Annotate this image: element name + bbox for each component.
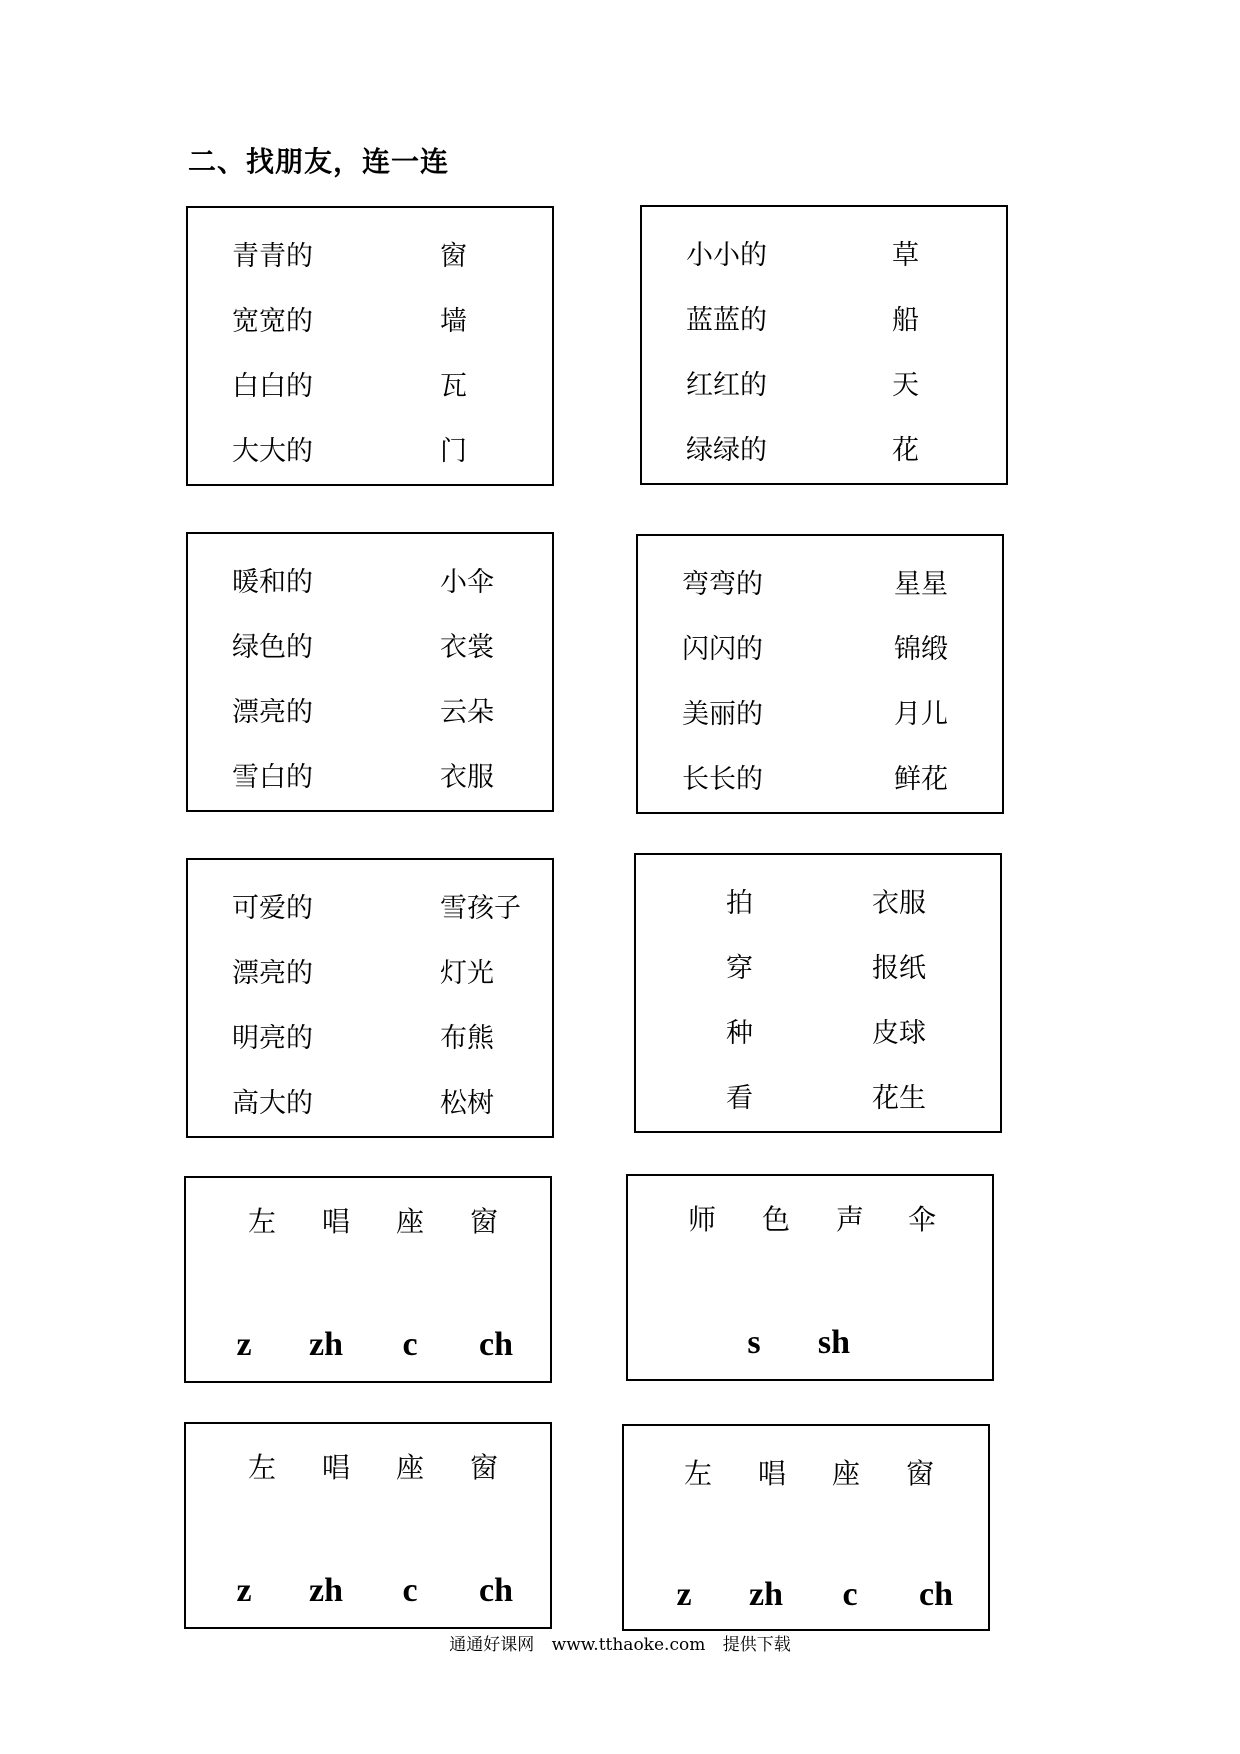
right-word[interactable]: 雪孩子	[440, 893, 521, 924]
left-word[interactable]: 弯弯的	[682, 569, 763, 600]
pinyin-initial[interactable]: z	[236, 1326, 252, 1363]
right-word[interactable]: 布熊	[440, 1023, 494, 1054]
match-box-6	[634, 853, 1002, 1133]
left-word[interactable]: 长长的	[682, 764, 763, 795]
right-word[interactable]: 云朵	[440, 697, 494, 728]
footer-note: 提供下载	[722, 1635, 791, 1655]
right-word[interactable]: 瓦	[440, 371, 467, 402]
hanzi-char[interactable]: 左	[247, 1205, 276, 1238]
right-word[interactable]: 星星	[894, 569, 948, 600]
left-word[interactable]: 青青的	[232, 241, 313, 272]
pinyin-initial[interactable]: ch	[479, 1326, 513, 1363]
left-word[interactable]: 可爱的	[232, 893, 313, 924]
hanzi-char[interactable]: 伞	[907, 1203, 936, 1236]
right-word[interactable]: 锦缎	[894, 634, 948, 665]
right-word[interactable]: 报纸	[872, 953, 926, 984]
right-word[interactable]: 草	[892, 240, 919, 271]
right-word[interactable]: 衣服	[440, 762, 494, 793]
hanzi-char[interactable]: 左	[247, 1451, 276, 1484]
right-word[interactable]: 松树	[440, 1088, 494, 1119]
pinyin-initial[interactable]: zh	[749, 1576, 783, 1613]
right-word[interactable]: 小伞	[440, 567, 494, 598]
left-word[interactable]: 漂亮的	[232, 958, 313, 989]
left-word[interactable]: 明亮的	[232, 1023, 313, 1054]
match-box-2	[640, 205, 1008, 485]
right-word[interactable]: 天	[892, 370, 919, 401]
left-word[interactable]: 大大的	[232, 436, 313, 467]
hanzi-char[interactable]: 唱	[757, 1457, 786, 1490]
left-word[interactable]: 看	[726, 1083, 753, 1114]
hanzi-char[interactable]: 座	[831, 1457, 860, 1490]
hanzi-char[interactable]: 左	[683, 1457, 712, 1490]
pinyin-initial[interactable]: z	[676, 1576, 692, 1613]
left-word[interactable]: 宽宽的	[232, 306, 313, 337]
left-word[interactable]: 蓝蓝的	[686, 305, 767, 336]
footer-url[interactable]: www.tthaoke.com	[551, 1635, 706, 1655]
hanzi-char[interactable]: 座	[395, 1205, 424, 1238]
page-title: 二、找朋友，连一连	[188, 145, 450, 178]
pinyin-initial[interactable]: ch	[479, 1572, 513, 1609]
left-word[interactable]: 小小的	[686, 240, 767, 271]
right-word[interactable]: 花	[892, 435, 919, 466]
right-word[interactable]: 衣裳	[440, 632, 494, 663]
pinyin-initial[interactable]: z	[236, 1572, 252, 1609]
pinyin-initial[interactable]: ch	[919, 1576, 953, 1613]
pinyin-initial[interactable]: c	[402, 1572, 418, 1609]
pinyin-box-4	[622, 1424, 990, 1631]
pinyin-initial[interactable]: s	[747, 1324, 761, 1361]
hanzi-char[interactable]: 唱	[321, 1205, 350, 1238]
right-word[interactable]: 鲜花	[894, 764, 948, 795]
page-footer	[0, 1630, 1240, 1655]
match-box-1	[186, 206, 554, 486]
pinyin-box-1	[184, 1176, 552, 1383]
pinyin-initial[interactable]: zh	[309, 1572, 343, 1609]
left-word[interactable]: 漂亮的	[232, 697, 313, 728]
pinyin-box-2	[626, 1174, 994, 1381]
hanzi-char[interactable]: 唱	[321, 1451, 350, 1484]
pinyin-initial[interactable]: zh	[309, 1326, 343, 1363]
left-word[interactable]: 暖和的	[232, 567, 313, 598]
right-word[interactable]: 门	[440, 436, 467, 467]
pinyin-initial[interactable]: sh	[817, 1324, 851, 1361]
right-word[interactable]: 花生	[872, 1083, 926, 1114]
left-word[interactable]: 穿	[726, 953, 753, 984]
hanzi-char[interactable]: 窗	[469, 1451, 498, 1484]
hanzi-char[interactable]: 座	[395, 1451, 424, 1484]
hanzi-char[interactable]: 师	[687, 1203, 716, 1236]
left-word[interactable]: 高大的	[232, 1088, 313, 1119]
right-word[interactable]: 灯光	[440, 958, 494, 989]
hanzi-char[interactable]: 窗	[905, 1457, 934, 1490]
left-word[interactable]: 美丽的	[682, 699, 763, 730]
left-word[interactable]: 雪白的	[232, 762, 313, 793]
match-box-5	[186, 858, 554, 1138]
left-word[interactable]: 种	[726, 1018, 753, 1049]
match-box-3	[186, 532, 554, 812]
right-word[interactable]: 皮球	[872, 1018, 926, 1049]
left-word[interactable]: 红红的	[686, 370, 767, 401]
right-word[interactable]: 窗	[440, 241, 467, 272]
left-word[interactable]: 绿绿的	[686, 435, 767, 466]
pinyin-initial[interactable]: c	[402, 1326, 418, 1363]
hanzi-char[interactable]: 色	[761, 1203, 790, 1236]
left-word[interactable]: 白白的	[232, 371, 313, 402]
left-word[interactable]: 拍	[726, 888, 753, 919]
hanzi-char[interactable]: 窗	[469, 1205, 498, 1238]
left-word[interactable]: 闪闪的	[682, 634, 763, 665]
right-word[interactable]: 墙	[440, 306, 467, 337]
hanzi-char[interactable]: 声	[835, 1203, 864, 1236]
match-box-4	[636, 534, 1004, 814]
right-word[interactable]: 月儿	[894, 699, 948, 730]
right-word[interactable]: 衣服	[872, 888, 926, 919]
pinyin-initial[interactable]: c	[842, 1576, 858, 1613]
pinyin-box-3	[184, 1422, 552, 1629]
left-word[interactable]: 绿色的	[232, 632, 313, 663]
right-word[interactable]: 船	[892, 305, 919, 336]
footer-site-name: 通通好课网	[449, 1635, 535, 1655]
